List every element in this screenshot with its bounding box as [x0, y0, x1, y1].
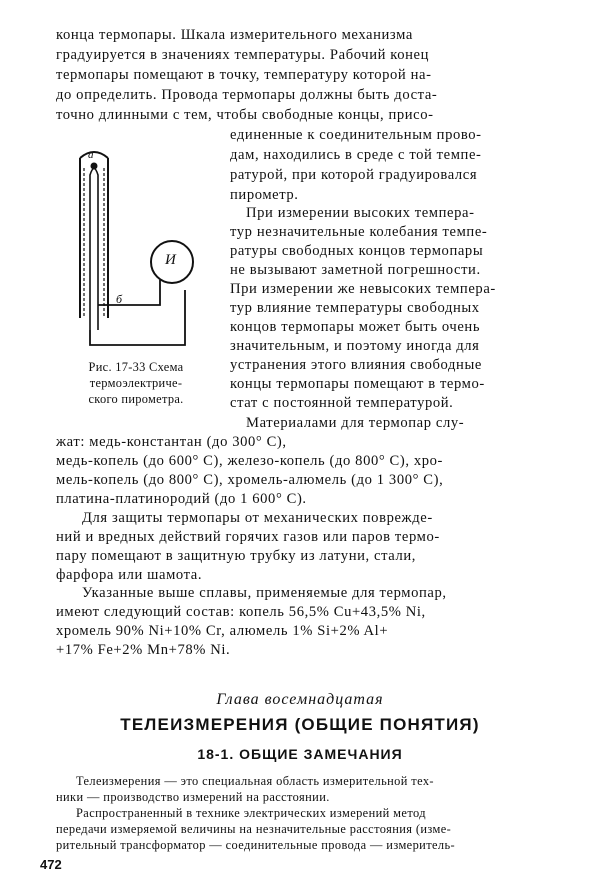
text-line: пирометр.: [230, 187, 299, 203]
text-line: ний и вредных действий горячих газов или паров термо-: [56, 529, 440, 545]
text-line: концов термопары может быть очень: [230, 319, 481, 335]
text-line: имеют следующий состав: копель 56,5% Cu+43,5% Ni,: [56, 604, 426, 620]
thermocouple-wires: [90, 169, 98, 331]
text-line: ратуры свободных концов термопары: [230, 243, 484, 259]
label-a: а: [88, 149, 94, 161]
chapter-label: Глава восемнадцатая: [216, 691, 384, 708]
junction-point: [92, 164, 97, 169]
section-heading: 18-1. ОБЩИЕ ЗАМЕЧАНИЯ: [197, 746, 403, 762]
text-line: до определить. Провода термопары должны быть доста-: [56, 87, 438, 103]
text-line: тур влияние температуры свободных: [230, 300, 480, 316]
figure-caption-line: ского пирометра.: [88, 392, 184, 406]
text-line: платина-платинородий (до 1 600° С).: [56, 491, 307, 507]
text-line: +17% Fe+2% Mn+78% Ni.: [56, 642, 231, 658]
text-line: Указанные выше сплавы, применяемые для термопар,: [82, 585, 447, 601]
small-text-line: передачи измеряемой величины на незначительные расстояния (изме-: [56, 822, 452, 836]
text-line: устранения этого влияния свободные: [230, 357, 482, 373]
text-line: пару помещают в защитную трубку из латуни, стали,: [56, 548, 416, 564]
small-text-line: ники — производство измерений на расстоянии.: [56, 790, 330, 804]
text-line: градуируется в значениях температуры. Рабочий конец: [56, 47, 430, 63]
figure-caption-line: Рис. 17-33 Схема: [88, 360, 184, 374]
text-line: не вызывают заметной погрешности.: [230, 262, 481, 278]
text-line: концы термопары помещают в термо-: [230, 376, 485, 392]
text-line: конца термопары. Шкала измерительного механизма: [56, 27, 413, 43]
small-text-line: рительный трансформатор — соединительные провода — измеритель-: [56, 838, 456, 852]
small-text-line: Телеизмерения — это специальная область измерительной тех-: [76, 774, 434, 788]
text-line: Материалами для термопар слу-: [246, 415, 465, 431]
text-line: При измерении высоких темпера-: [246, 205, 475, 221]
text-line: ратурой, при которой градуировался: [230, 167, 478, 183]
text-line: тур незначительные колебания темпе-: [230, 224, 488, 240]
tube-cap: [80, 152, 108, 158]
text-line: стат с постоянной температурой.: [230, 395, 454, 411]
text-line: единенные к соединительным прово-: [230, 127, 482, 143]
meter-label: И: [165, 252, 176, 268]
small-text-line: Распространенный в технике электрических измерений метод: [76, 806, 426, 820]
text-line: точно длинными с тем, чтобы свободные концы, присо-: [56, 107, 434, 123]
text-line: жат: медь-константан (до 300° С),: [56, 434, 287, 450]
text-line: хромель 90% Ni+10% Cr, алюмель 1% Si+2% Al+: [56, 623, 389, 639]
text-line: медь-копель (до 600° С), железо-копель (до 800° С), хро-: [56, 453, 443, 469]
page-number: 472: [40, 857, 62, 872]
text-line: термопары помещают в точку, температуру которой на-: [56, 67, 432, 83]
text-line: фарфора или шамота.: [56, 567, 203, 583]
text-line: При измерении же невысоких темпера-: [230, 281, 496, 297]
figure-caption-line: термоэлектриче-: [89, 376, 183, 390]
text-line: мель-копель (до 800° С), хромель-алюмель (до 1 300° С),: [56, 472, 444, 488]
text-line: Для защиты термопары от механических поврежде-: [82, 510, 433, 526]
text-line: дам, находились в среде с той темпе-: [230, 147, 482, 163]
text-line: значительным, и поэтому иногда для: [230, 338, 480, 354]
chapter-title: ТЕЛЕИЗМЕРЕНИЯ (ОБЩИЕ ПОНЯТИЯ): [120, 715, 480, 734]
label-b: б: [116, 292, 123, 306]
